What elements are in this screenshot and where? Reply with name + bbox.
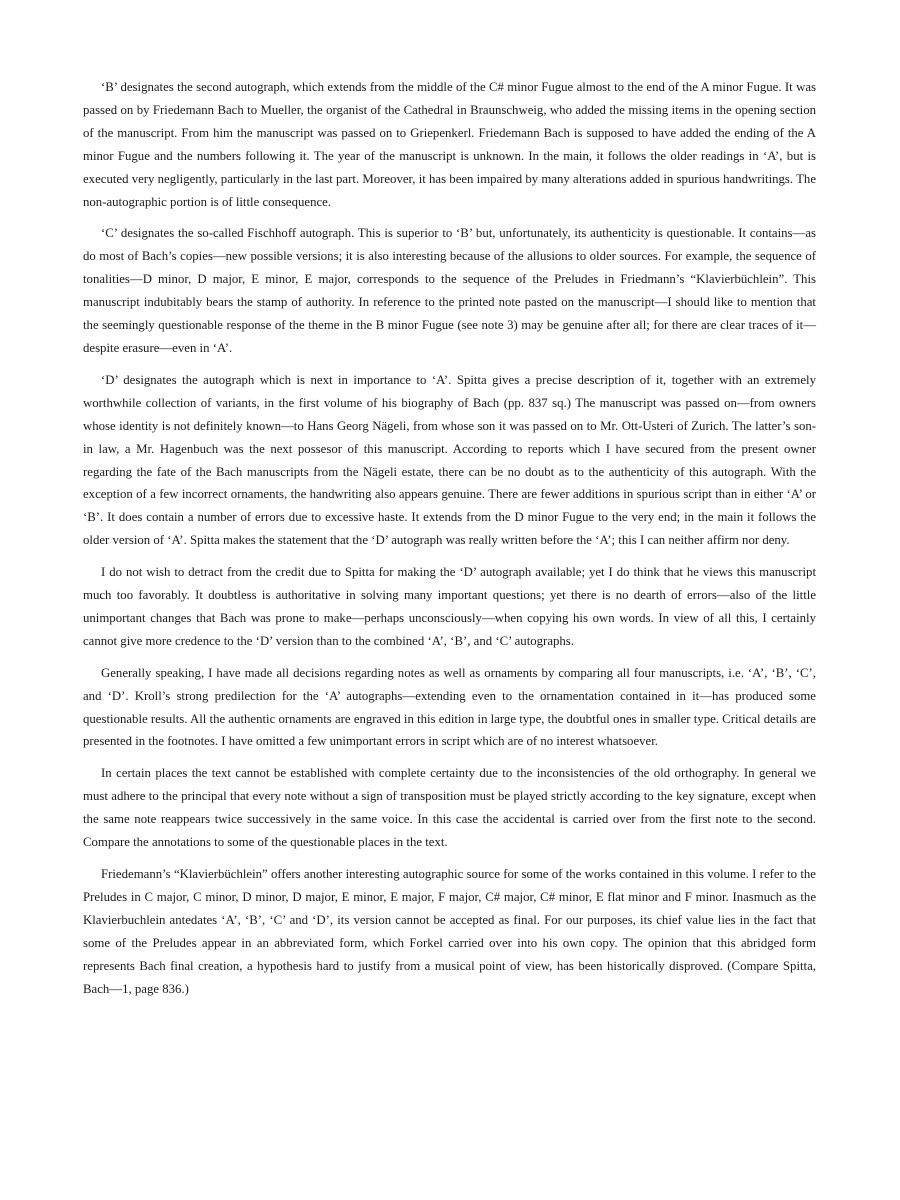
paragraph-spitta-credit: I do not wish to detract from the credit due to Spitta for making the ‘D’ autograph available; yet I do think that he views this manuscript much too favorably. It doubtless is authoritative in solving many important questions; yet there is no dearth of errors—also of the little unimportant changes that Bach was prone to make—perhaps unconsciously—when copying his own words. In view of all this, I certainly cannot give more credence to the ‘D’ version than to the combined ‘A’, ‘B’, and ‘C’ autographs. bbox=[83, 565, 816, 648]
paragraph-decisions: Generally speaking, I have made all decisions regarding notes as well as ornaments by comparing all four manuscripts, i.e. ‘A’, ‘B’, ‘C’, and ‘D’. Kroll’s strong predilection for the ‘A’ autographs—extending even to the ornamentation contained in it—has produced some questionable results. All the authentic ornaments are engraved in this edition in large type, the doubtful ones in smaller type. Critical details are presented in the footnotes. I have omitted a few unimportant errors in script which are of no interest whatsoever. bbox=[83, 665, 816, 749]
paragraph-klavierbuchlein: Friedemann’s “Klavierbüchlein” offers another interesting autographic source for some of the works contained in this volume. I refer to the Preludes in C major, C minor, D minor, D major, E minor, E major, F major, C# major, C# minor, E flat minor and F minor. Inasmuch as the Klavierbuchlein antedates ‘A’, ‘B’, ‘C’ and ‘D’, its version cannot be accepted as final. For our purposes, its chief value lies in the fact that some of the Preludes appear in an abbreviated form, which Forkel carried over into his own copy. The opinion that this abridged form represents Bach final creation, a hypothesis hard to justify from a musical point of view, has been historically disproved. (Compare Spitta, Bach—1, page 836.) bbox=[83, 867, 816, 996]
paragraph-orthography: In certain places the text cannot be established with complete certainty due to the inconsistencies of the old orthography. In general we must adhere to the principal that every note without a sign of transposition must be played strictly according to the key signature, except when the same note reappears twice successively in the same voice. In this case the accidental is carried over from the first note to the second. Compare the annotations to some of the questionable places in the text. bbox=[83, 766, 816, 850]
paragraph-autograph-c: ‘C’ designates the so-called Fischhoff autograph. This is superior to ‘B’ but, unfortunately, its authenticity is questionable. It contains—as do most of Bach’s copies—new possible versions; it is also interesting because of the allusions to older sources. For example, the sequence of tonalities—D minor, D major, E minor, E major, corresponds to the sequence of the Preludes in Friedmann’s “Klavierbüchlein”. This manuscript indubitably bears the stamp of authority. In reference to the printed note pasted on the manuscript—I should like to mention that the seemingly questionable response of the theme in the B minor Fugue (see note 3) may be genuine after all; for there are clear traces of it—despite erasure—even in ‘A’. bbox=[83, 226, 816, 355]
document-page bbox=[83, 76, 816, 1009]
paragraph-autograph-d: ‘D’ designates the autograph which is next in importance to ‘A’. Spitta gives a precise description of it, together with an extremely worthwhile collection of variants, in the first volume of his biography of Bach (pp. 837 sq.) The manuscript was passed on—from owners whose identity is not definitely known—to Hans Georg Nägeli, from whose son it was passed on to Mr. Ott-Usteri of Zurich. The latter’s son-in law, a Mr. Hagenbuch was the next possesor of this manuscript. According to reports which I have secured from the present owner regarding the fate of the Bach manuscripts from the Nägeli estate, there can be no doubt as to the authenticity of this autograph. With the exception of a few incorrect ornaments, the handwriting also appears genuine. There are fewer additions in spurious script than in either ‘A’ or ‘B’. It does contain a number of errors due to excessive haste. It extends from the D minor Fugue to the very end; in the main it follows the older version of ‘A’. Spitta makes the statement that the ‘D’ autograph was really written before the ‘A’; this I can neither affirm nor deny. bbox=[83, 372, 816, 548]
paragraph-autograph-b: ‘B’ designates the second autograph, which extends from the middle of the C# minor Fugue almost to the end of the A minor Fugue. It was passed on by Friedemann Bach to Mueller, the organist of the Cathedral in Braunschweig, who added the missing items in the opening section of the manuscript. From him the manuscript was passed on to Griepenkerl. Friedemann Bach is supposed to have added the ending of the A minor Fugue and the numbers following it. The year of the manuscript is unknown. In the main, it follows the older readings in ‘A’, but is executed very negligently, particularly in the last part. Moreover, it has been impaired by many alterations added in spurious handwritings. The non-autographic portion is of little consequence. bbox=[83, 80, 816, 209]
